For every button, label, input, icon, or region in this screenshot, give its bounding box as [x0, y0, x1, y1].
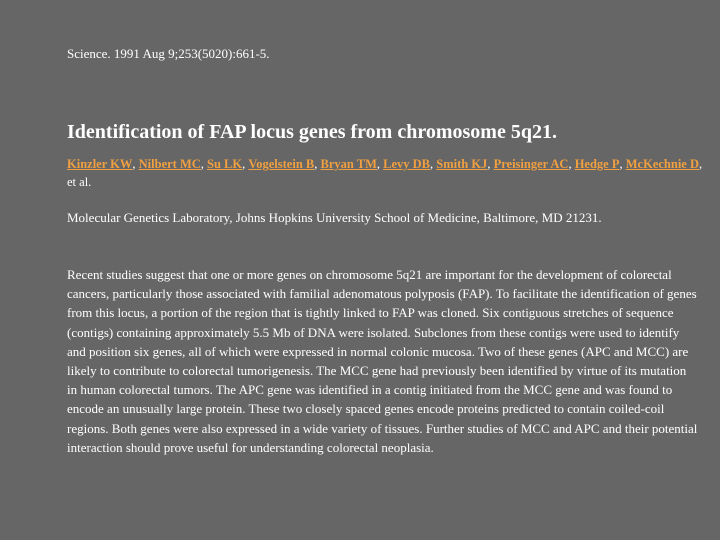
- author-link[interactable]: McKechnie D: [625, 157, 699, 171]
- author-link[interactable]: Smith KJ: [436, 157, 488, 171]
- author-link[interactable]: Preisinger AC: [493, 157, 569, 171]
- author-link[interactable]: Kinzler KW: [67, 157, 133, 171]
- author-link[interactable]: Su LK: [207, 157, 243, 171]
- author-list: Kinzler KW, Nilbert MC, Su LK, Vogelstein B, Bryan TM, Levy DB, Smith KJ, Preisinger AC, Hedge P, McKechnie D, et al.: [67, 157, 703, 189]
- article-title: Identification of FAP locus genes from chromosome 5q21.: [67, 121, 557, 143]
- author-link[interactable]: Hedge P: [574, 157, 620, 171]
- author-link[interactable]: Levy DB: [383, 157, 430, 171]
- author-link[interactable]: Bryan TM: [320, 157, 377, 171]
- authors-et-al: et al.: [67, 175, 92, 189]
- author-link[interactable]: Nilbert MC: [138, 157, 201, 171]
- affiliation: Molecular Genetics Laboratory, Johns Hopkins University School of Medicine, Baltimore, MD 21231.: [67, 210, 602, 225]
- journal-citation: Science. 1991 Aug 9;253(5020):661-5.: [67, 46, 270, 61]
- abstract-text: Recent studies suggest that one or more genes on chromosome 5q21 are important for the development of colorectal cancers, particularly those associated with familial adenomatous polyposis (FAP). To facilitate the identification of genes from this locus, a portion of the region that is tightly linked to FAP was cloned. Six contiguous stretches of sequence (contigs) containing approximately 5.5 Mb of DNA were isolated. Subclones from these contigs were used to identify and position six genes, all of which were expressed in normal colonic mucosa. Two of these genes (APC and MCC) are likely to contribute to colorectal tumorigenesis. The MCC gene had previously been identified by virtue of its mutation in human colorectal tumors. The APC gene was identified in a contig initiated from the MCC gene and was found to encode an unusually large protein. These two closely spaced genes encode proteins predicted to contain coiled-coil regions. Both genes were also expressed in a wide variety of tissues. Further studies of MCC and APC and their potential interaction should prove useful for understanding colorectal neoplasia.: [67, 267, 698, 455]
- author-link[interactable]: Vogelstein B: [248, 157, 315, 171]
